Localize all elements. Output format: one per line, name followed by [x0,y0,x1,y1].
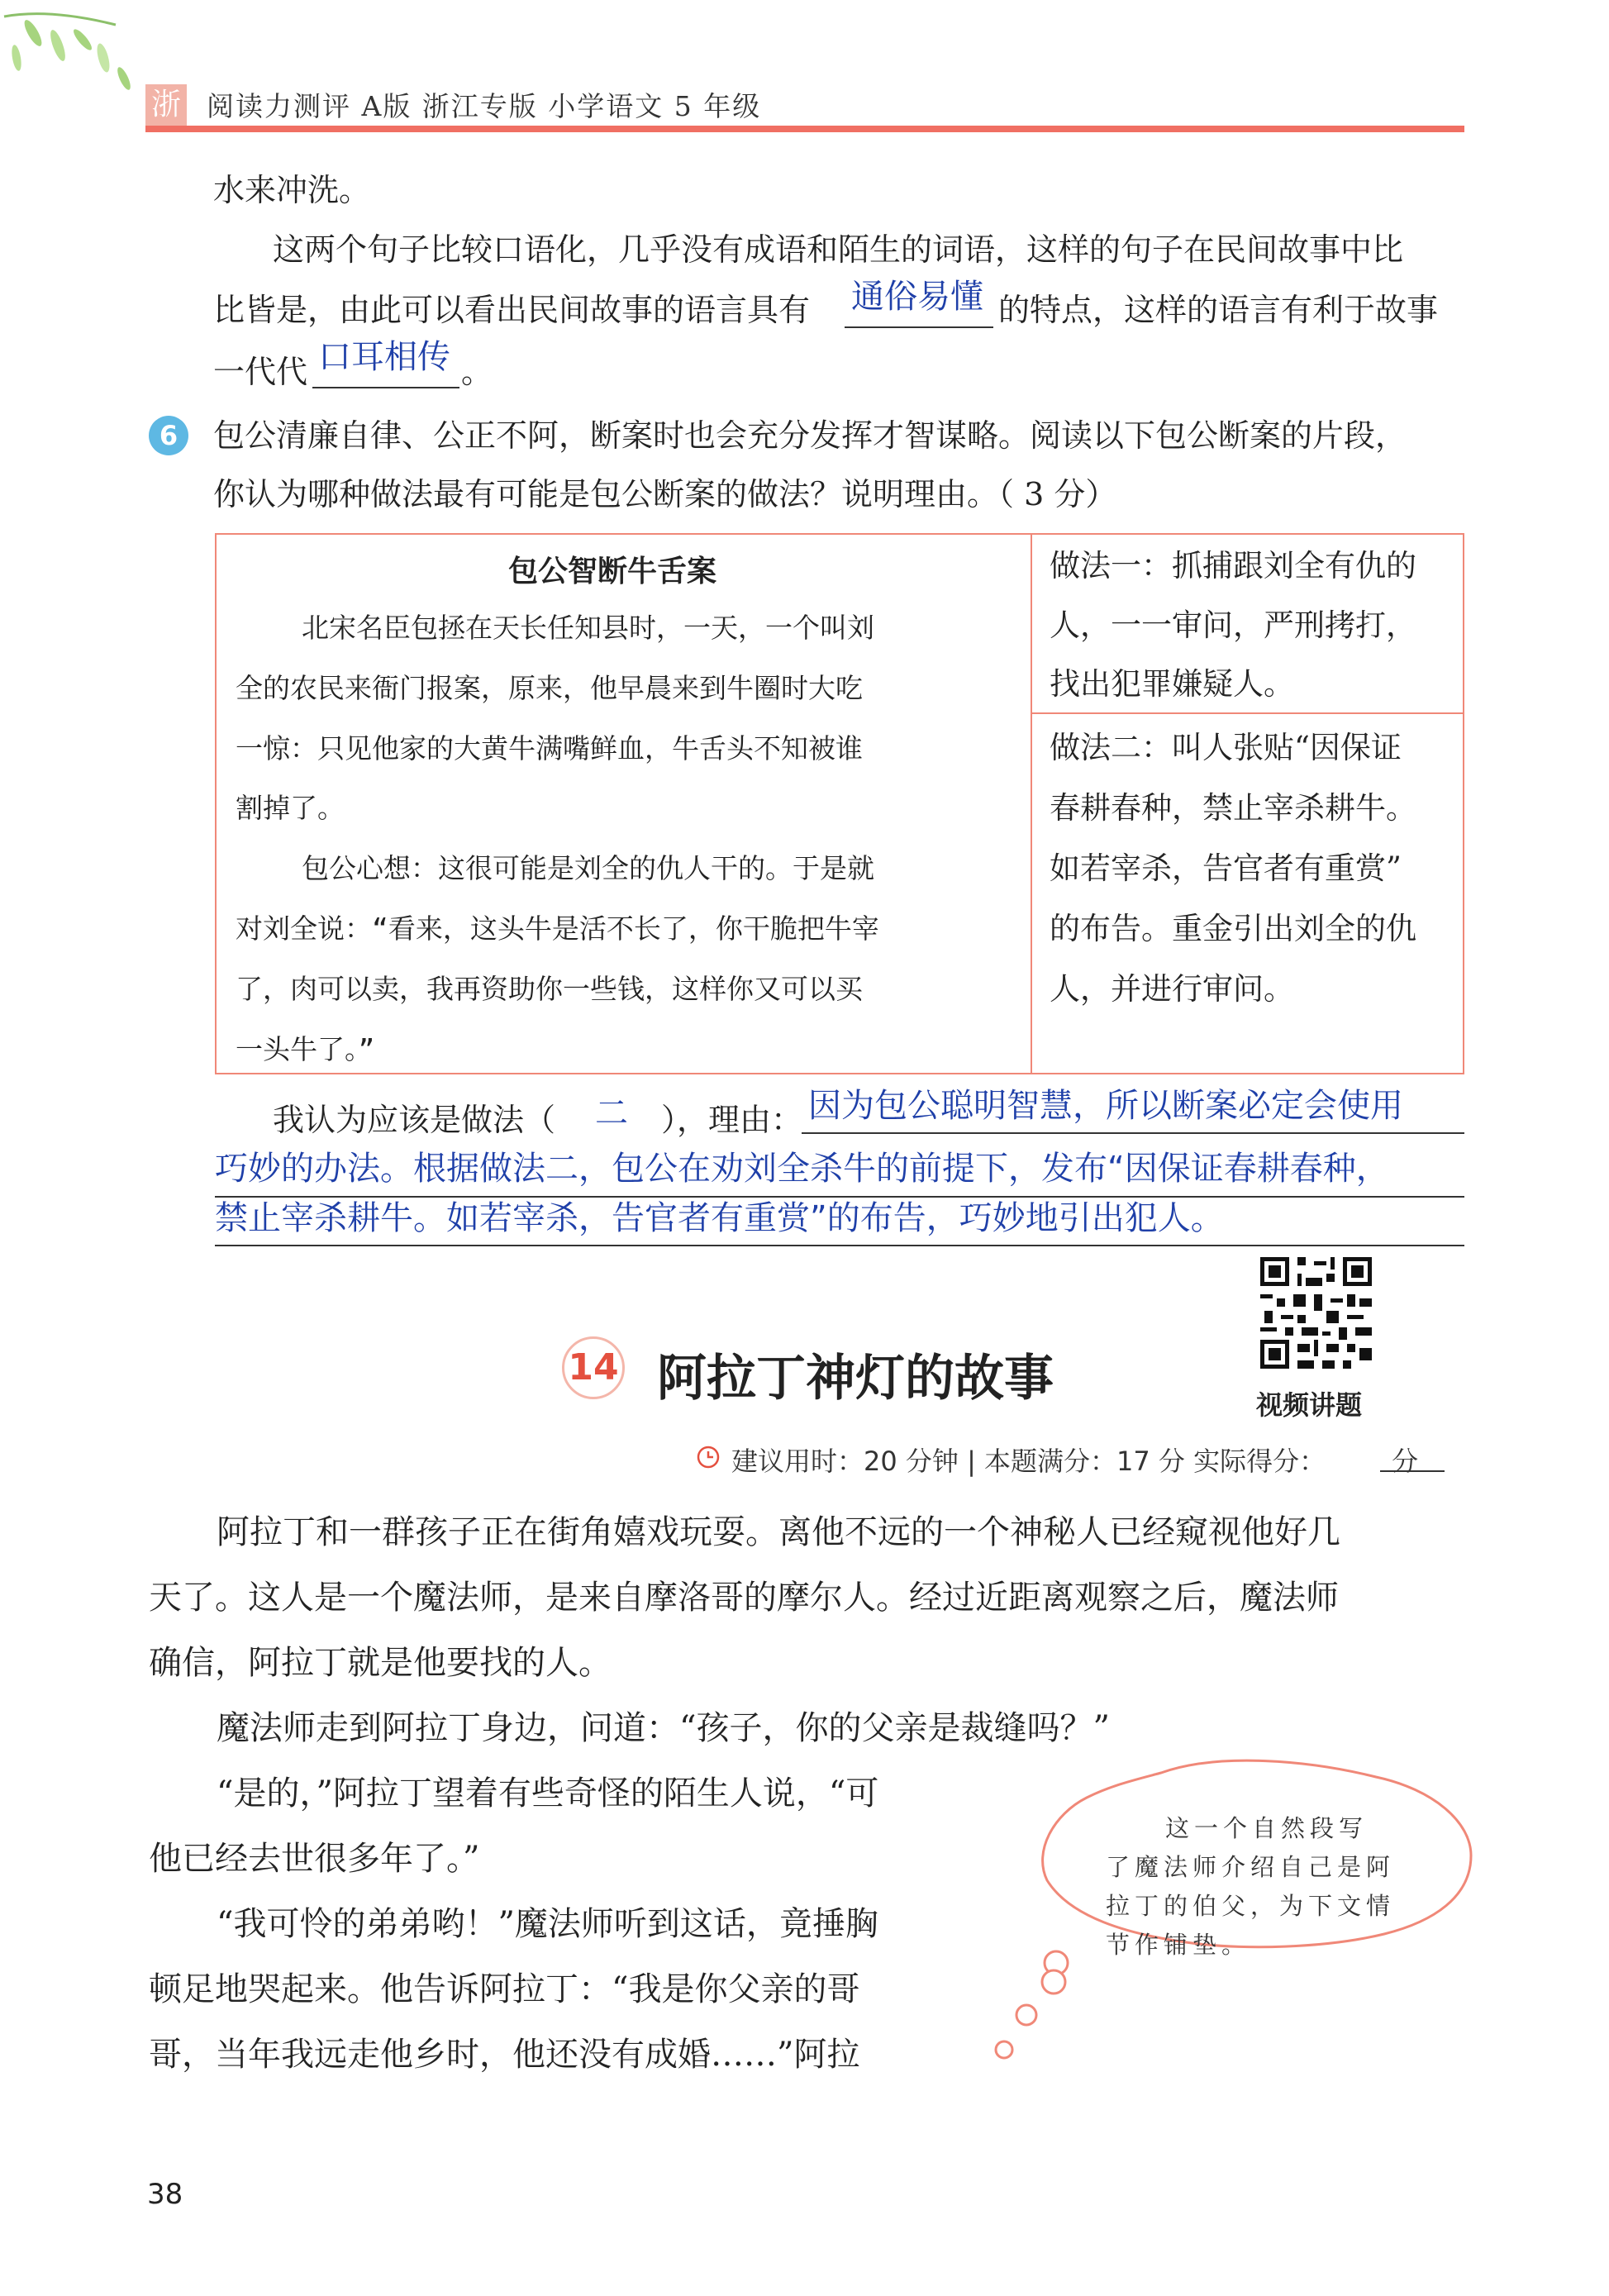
book-header-title: 阅读力测评 A版 浙江专版 小学语文 5 年级 [207,90,762,122]
body-line: 天了。这人是一个魔法师，是来自摩洛哥的摩尔人。经过近距离观察之后，魔法师 [149,1579,1339,1617]
answer-1-underline [845,326,993,328]
prev-line-3b: 的特点，这样的语言有利于故事 [998,292,1439,328]
handwritten-choice: 二 [595,1094,628,1132]
story-line: 对刘全说：“看来，这头牛是活不长了，你干脆把牛宰 [236,912,879,945]
story-line: 一头牛了。” [236,1033,375,1065]
story-line: 一惊：只见他家的大黄牛满嘴鲜血，牛舌头不知被谁 [236,732,863,765]
bubble-line: 了魔法师介绍自己是阿 [1106,1853,1396,1881]
method-2-line: 做法二：叫人张贴“因保证 [1050,730,1402,765]
table-divider-vertical [1031,533,1032,1074]
method-2-line: 春耕春种，禁止宰杀耕牛。 [1050,790,1416,826]
qr-code-icon[interactable] [1256,1253,1376,1373]
method-1-line: 人，一一审问，严刑拷打， [1050,607,1416,643]
bubble-tail-circles [975,1967,1091,2091]
prev-line-1: 水来冲洗。 [213,172,371,208]
willow-leaves-decoration [0,0,165,132]
meta-unit: 分 [1392,1446,1419,1477]
answer-2-underline [312,387,459,388]
body-line: 他已经去世很多年了。” [149,1840,480,1878]
lesson-number: 14 [562,1336,625,1399]
meta-text: 建议用时：20 分钟 | 本题满分：17 分 实际得分： [731,1446,1326,1477]
prev-line-4b: 。 [461,354,493,390]
handwritten-answer-2: 口耳相传 [318,338,450,376]
lesson-title: 阿拉丁神灯的故事 [657,1350,1054,1408]
bubble-line: 拉丁的伯父，为下文情 [1106,1892,1396,1920]
qr-label: 视频讲题 [1256,1389,1363,1421]
method-1-line: 做法一：抓捕跟刘全有仇的 [1050,548,1416,584]
answer-underline-2 [215,1196,1464,1198]
score-blank[interactable] [1380,1470,1445,1472]
method-1-line: 找出犯罪嫌疑人。 [1050,666,1294,702]
handwritten-answer-1: 通俗易懂 [851,278,983,316]
body-line: 顿足地哭起来。他告诉阿拉丁：“我是你父亲的哥 [149,1970,860,2008]
answer-prefix-2: ），理由： [661,1102,803,1138]
prev-line-2: 这两个句子比较口语化，几乎没有成语和陌生的词语，这样的句子在民间故事中比 [273,231,1404,268]
q6-line-1: 包公清廉自律、公正不阿，断案时也会充分发挥才智谋略。阅读以下包公断案的片段， [213,417,1407,454]
story-line: 了，肉可以卖，我再资助你一些钱，这样你又可以买 [236,973,863,1005]
lesson-meta [731,1441,1418,1479]
answer-prefix-1: 我认为应该是做法（ [273,1102,556,1138]
header-rule [145,126,1464,132]
story-line: 包公心想：这很可能是刘全的仇人干的。于是就 [302,852,874,884]
question-number-badge: 6 [149,416,188,455]
method-2-line: 的布告。重金引出刘全的仇 [1050,911,1416,946]
handwritten-reason-line-3: 禁止宰杀耕牛。如若宰杀，告官者有重赏”的布告，巧妙地引出犯人。 [215,1199,1224,1237]
clock-icon [696,1445,721,1470]
story-title: 包公智断牛舌案 [508,555,717,588]
bubble-line: 节作铺垫。 [1106,1931,1251,1959]
bubble-line: 这一个自然段写 [1165,1814,1369,1842]
body-line: 确信，阿拉丁就是他要找的人。 [149,1644,612,1682]
body-line: “是的，”阿拉丁望着有些奇怪的陌生人说，“可 [217,1774,879,1813]
answer-underline-3 [215,1245,1464,1246]
prev-line-4a: 一代代 [213,354,308,390]
story-line: 北宋名臣包拯在天长任知县时，一天，一个叫刘 [302,612,874,644]
q6-line-2: 你认为哪种做法最有可能是包公断案的做法？说明理由。（ 3 分） [213,476,1117,512]
prev-line-3a: 比皆是，由此可以看出民间故事的语言具有 [213,292,811,328]
body-line: 阿拉丁和一群孩子正在街角嬉戏玩耍。离他不远的一个神秘人已经窥视他好几 [217,1513,1340,1551]
story-line: 全的农民来衙门报案，原来，他早晨来到牛圈时大吃 [236,672,863,704]
story-line: 割掉了。 [236,792,345,824]
method-2-line: 人，并进行审问。 [1050,971,1294,1007]
method-2-line: 如若宰杀，告官者有重赏” [1050,850,1402,886]
handwritten-reason-line-2: 巧妙的办法。根据做法二，包公在劝刘全杀牛的前提下，发布“因保证春耕春种， [215,1150,1389,1188]
province-badge: 浙 [145,84,187,126]
body-line: “我可怜的弟弟哟！”魔法师听到这话，竟捶胸 [217,1905,878,1943]
page-number: 38 [147,2178,183,2211]
body-line: 魔法师走到阿拉丁身边，问道：“孩子，你的父亲是裁缝吗？” [217,1709,1110,1747]
handwritten-reason-line-1: 因为包公聪明智慧，所以断案必定会使用 [808,1087,1403,1125]
table-divider-horizontal [1032,712,1464,714]
answer-underline-1 [802,1132,1464,1134]
body-line: 哥，当年我远走他乡时，他还没有成婚……”阿拉 [149,2036,860,2074]
